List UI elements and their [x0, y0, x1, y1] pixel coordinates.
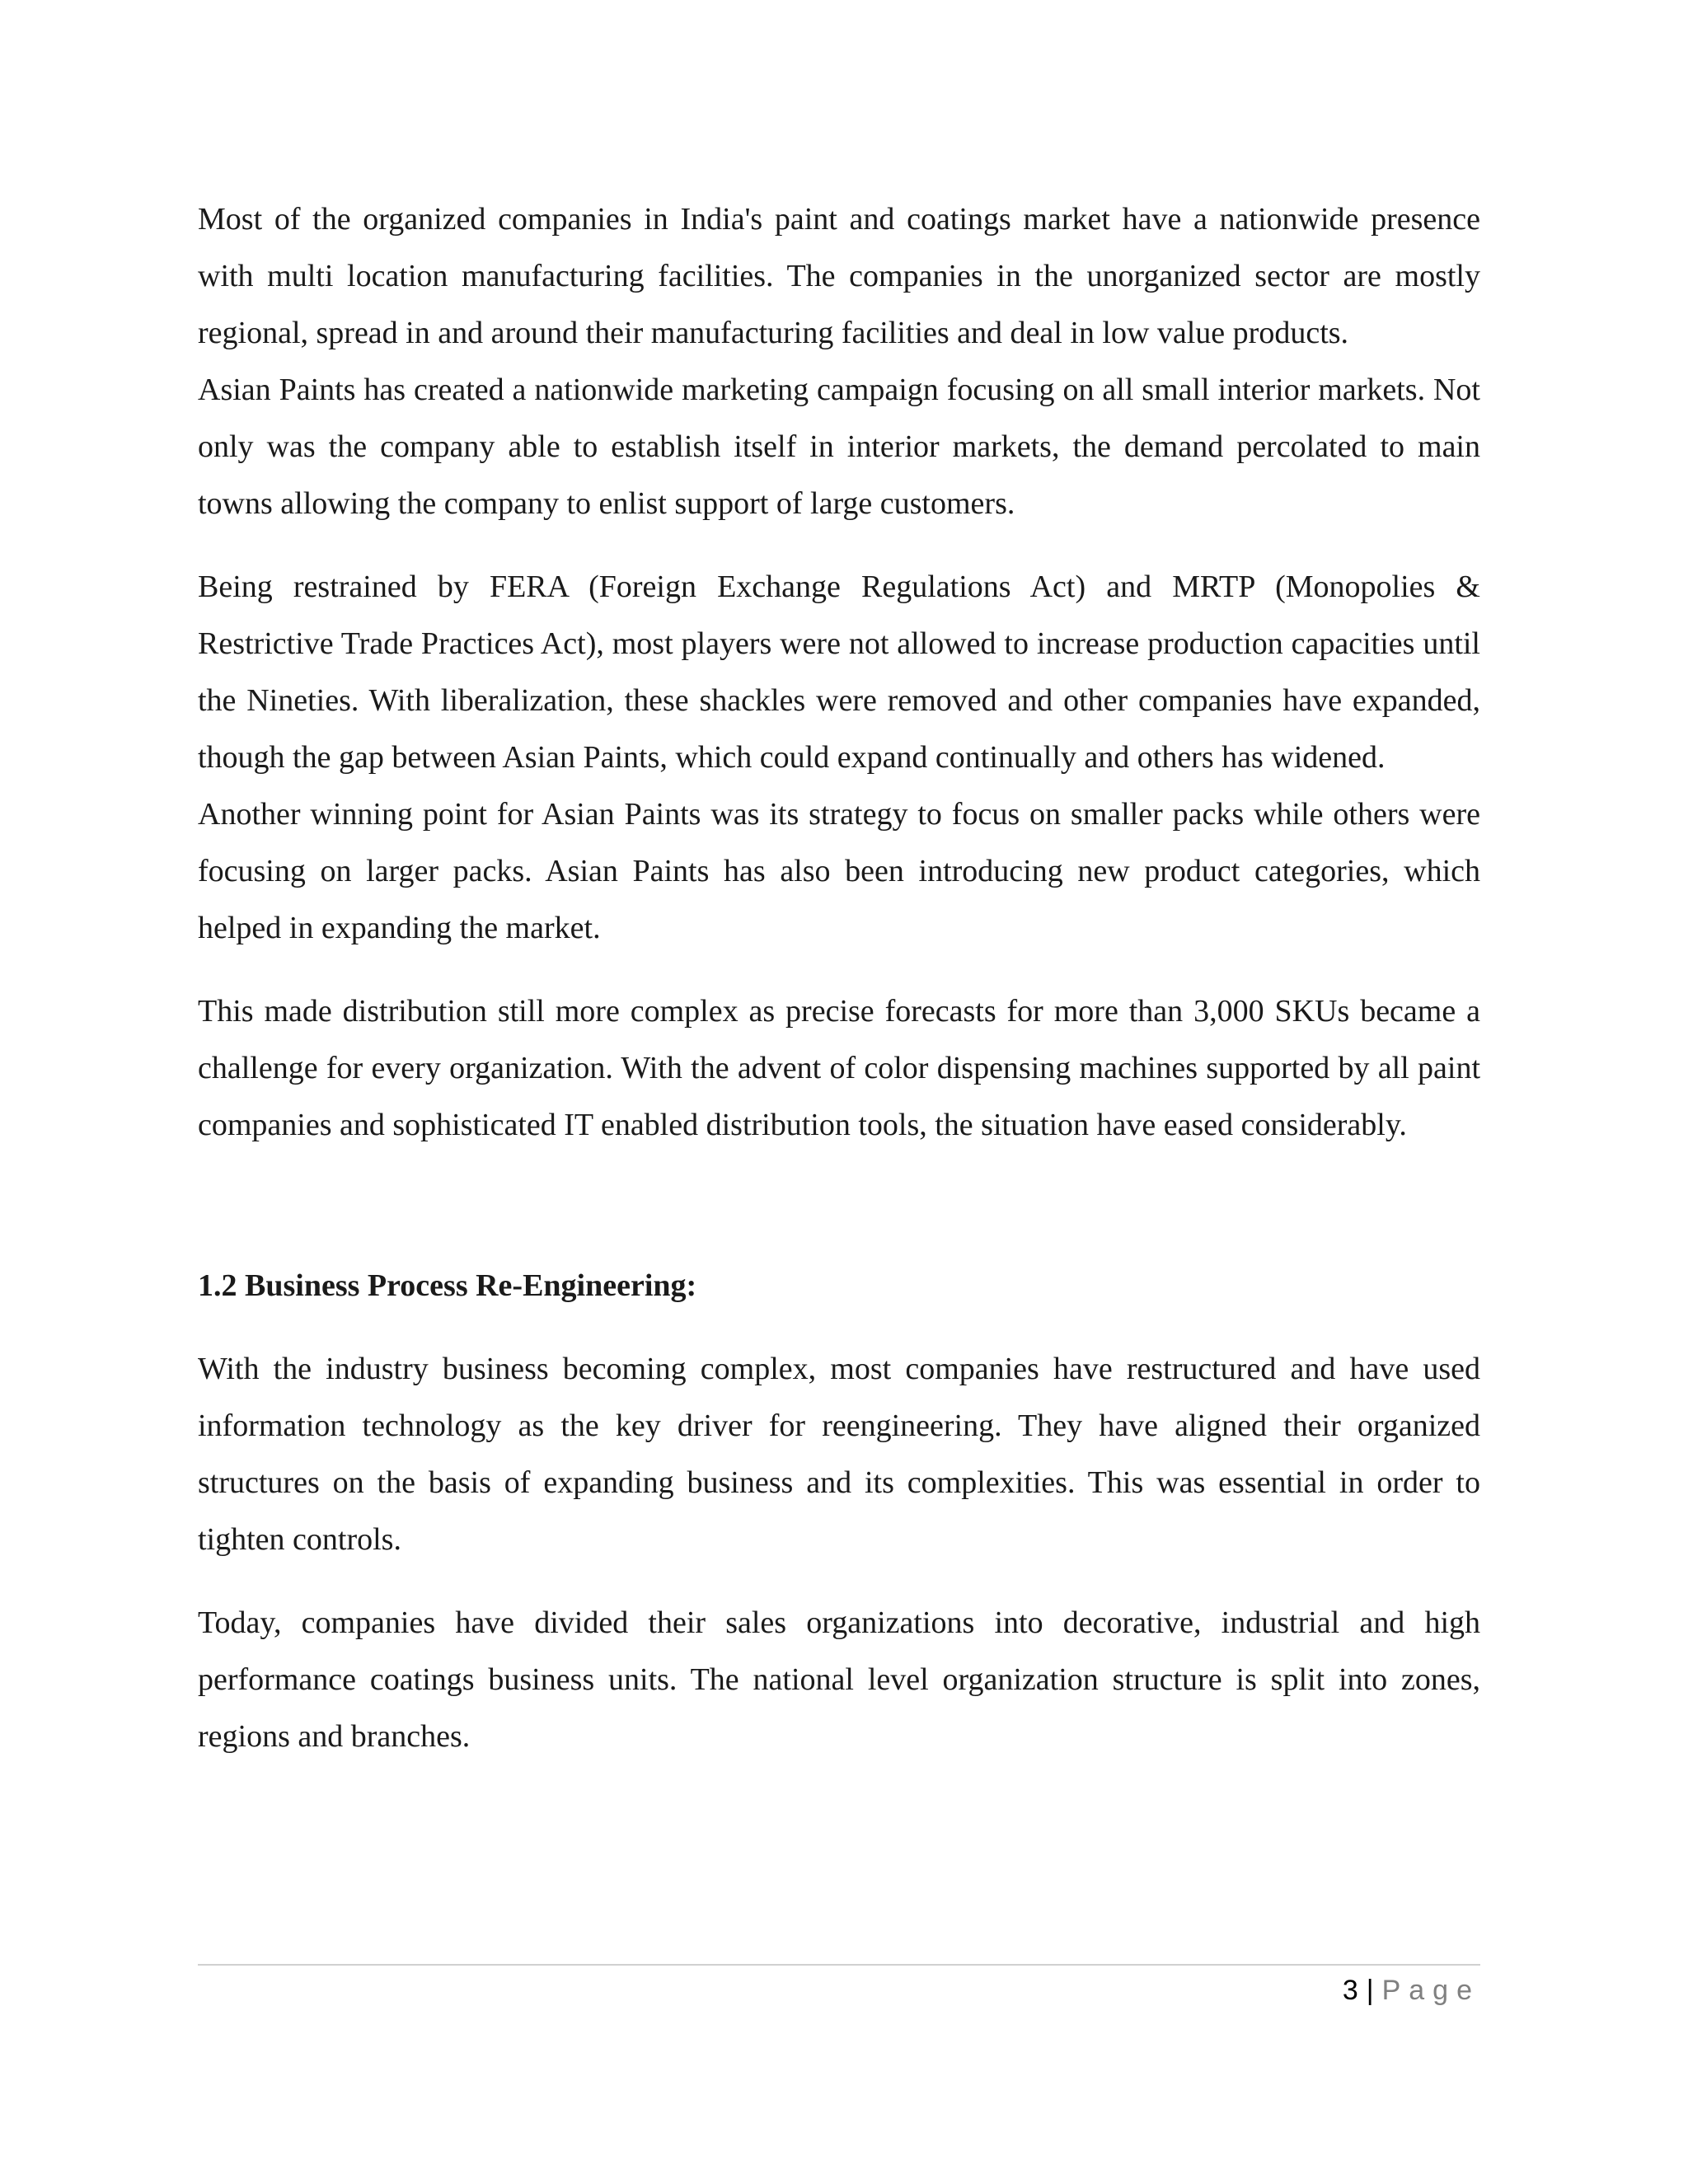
paragraph-distribution: This made distribution still more complex as precise forecasts for more than 3,000 SKUs became a challenge for every organization. With the advent of color dispensing machines supported by all paint companies and sophisticated IT enabled distribution tools, the situation have eased considerably. [198, 994, 1480, 1142]
paragraph-smaller-packs: Another winning point for Asian Paints was its strategy to focus on smaller packs while others were focusing on larger packs. Asian Paints has also been introducing new product categories, which helped in expanding the market. [198, 797, 1480, 945]
page-label: Page [1381, 1975, 1480, 2006]
page-footer [1343, 1971, 1480, 2009]
paragraph-marketing-campaign: Asian Paints has created a nationwide marketing campaign focusing on all small interior markets. Not only was the company able to establish itself in interior markets, the demand percolated to main towns allowing the company to enlist support of large customers. [198, 373, 1480, 521]
page-number: 3 [1342, 1975, 1358, 2006]
paragraph-fera-mrtp: Being restrained by FERA (Foreign Exchange Regulations Act) and MRTP (Monopolies & Restrictive Trade Practices Act), most players were not allowed to increase production capacities until the Nineties. With liberalization, these shackles were removed and other companies have expanded, though the gap between Asian Paints, which could expand continually and others has widened. [198, 569, 1480, 775]
footer-divider [198, 1964, 1480, 1966]
paragraph-restructuring: With the industry business becoming complex, most companies have restructured and have used information technology as the key driver for reengineering. They have aligned their organized structures on the basis of expanding business and its complexities. This was essential in order to tighten controls. [198, 1352, 1480, 1557]
section-heading: 1.2 Business Process Re-Engineering: [198, 1268, 697, 1303]
paragraph-sales-organizations: Today, companies have divided their sales organizations into decorative, industrial and high performance coatings business units. The national level organization structure is split into zones, regions and branches. [198, 1605, 1480, 1754]
page-body [198, 191, 1480, 1765]
paragraph-organized-companies: Most of the organized companies in India's paint and coatings market have a nationwide presence with multi location manufacturing facilities. The companies in the unorganized sector are mostly regional, spread in and around their manufacturing facilities and deal in low value products. [198, 202, 1480, 350]
footer-separator: | [1366, 1975, 1374, 2006]
